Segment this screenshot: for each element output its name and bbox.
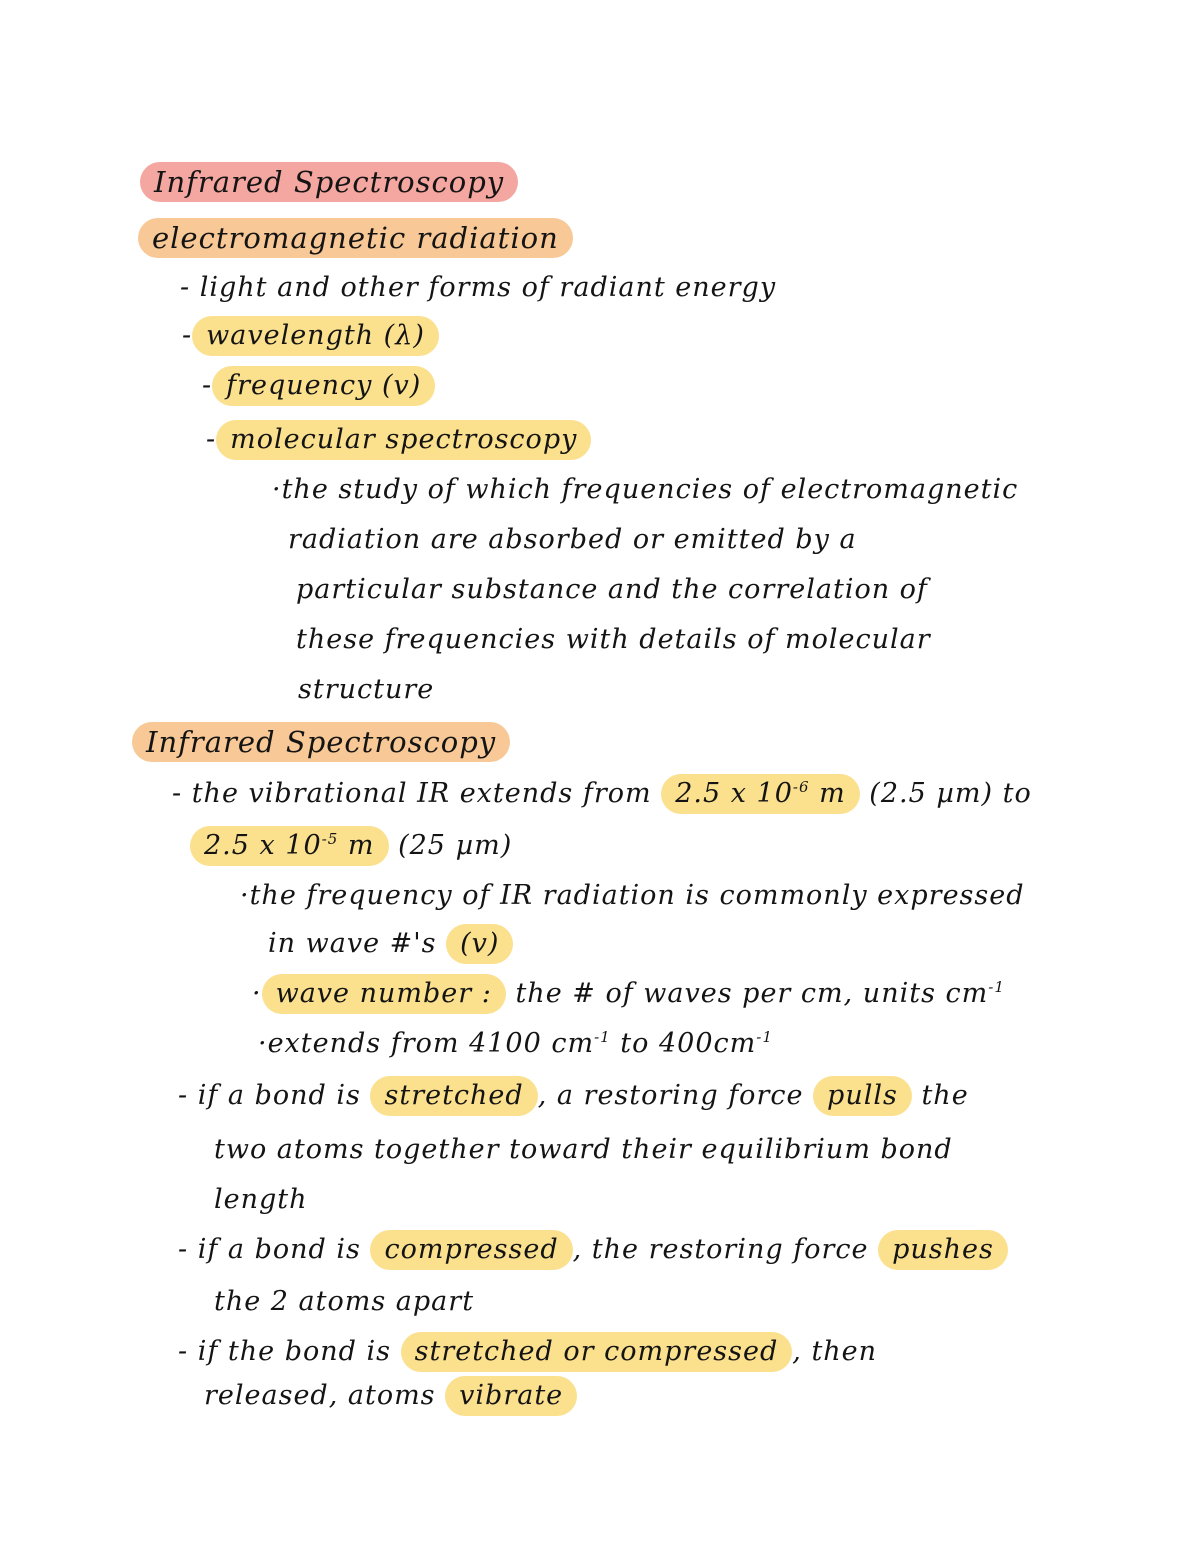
vibrate-term: vibrate — [445, 1376, 577, 1416]
note-line: - if a bond is compressed , the restoring force pushes — [178, 1230, 1008, 1270]
note-line: - frequency (v) — [202, 366, 435, 406]
note-line: 2.5 x $10^{-5}$ m (25 µm) — [190, 826, 512, 866]
note-line: - if the bond is stretched or compressed , then — [178, 1332, 877, 1372]
range-start-value: 2.5 x $10^{-6}$ m — [661, 774, 860, 814]
note-line: - the vibrational IR extends from 2.5 x $10^{-6}$ m (2.5 µm) to — [172, 774, 1032, 814]
definition-line: these frequencies with details of molecular — [296, 624, 931, 655]
note-line: the 2 atoms apart — [214, 1286, 475, 1317]
note-text: light and other forms of radiant energy — [199, 272, 777, 303]
wave-number-term: wave number : — [262, 974, 506, 1014]
note-line: in wave #'s (v) — [268, 924, 513, 964]
wave-number-symbol: (v) — [446, 924, 513, 964]
note-line: - molecular spectroscopy — [206, 420, 591, 460]
section1-heading-line — [138, 218, 573, 258]
note-line: ·the frequency of IR radiation is commonly expressed — [240, 880, 1025, 911]
definition-line: ·the study of which frequencies of electromagnetic — [272, 474, 1019, 505]
note-line: released, atoms vibrate — [204, 1376, 577, 1416]
note-line: - if a bond is stretched , a restoring force pulls the — [178, 1076, 969, 1116]
compressed-term: compressed — [370, 1230, 572, 1270]
note-line: ·extends from 4100 $cm^{-1}$ to $400cm^{-1}$ — [258, 1028, 773, 1059]
definition-line: radiation are absorbed or emitted by a — [288, 524, 857, 555]
note-line: · wave number : the # of waves per cm, units $cm^{-1}$ — [252, 974, 1005, 1014]
pulls-term: pulls — [813, 1076, 912, 1116]
section2-heading: Infrared Spectroscopy — [132, 722, 510, 762]
section1-heading: electromagnetic radiation — [138, 218, 573, 258]
page-title: Infrared Spectroscopy — [140, 162, 518, 202]
molecular-spectroscopy-term: molecular spectroscopy — [216, 420, 591, 460]
range-end-value: 2.5 x $10^{-5}$ m — [190, 826, 389, 866]
note-line: - light and other forms of radiant energy — [180, 272, 777, 303]
definition-line: particular substance and the correlation of — [296, 574, 928, 605]
pushes-term: pushes — [878, 1230, 1008, 1270]
stretched-or-compressed-term: stretched or compressed — [401, 1332, 793, 1372]
section2-heading-line — [132, 722, 510, 762]
wavelength-term: wavelength (λ) — [192, 316, 439, 356]
page-title-line — [140, 162, 518, 202]
frequency-term: frequency (v) — [212, 366, 435, 406]
note-line: two atoms together toward their equilibrium bond — [214, 1134, 953, 1165]
stretched-term: stretched — [370, 1076, 537, 1116]
note-line: - wavelength (λ) — [182, 316, 439, 356]
note-line: length — [214, 1184, 308, 1215]
definition-line: structure — [298, 674, 435, 705]
